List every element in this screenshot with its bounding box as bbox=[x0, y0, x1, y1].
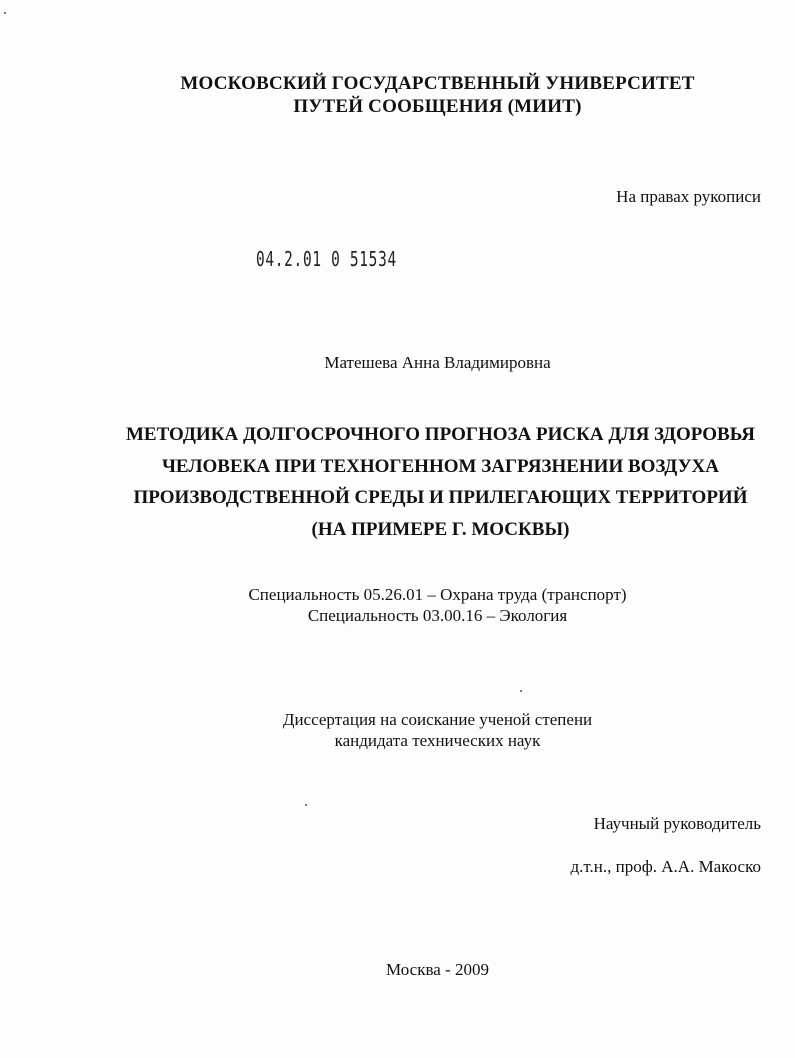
library-stamp-number: 04.2.01 0 51534 bbox=[256, 247, 397, 271]
specialty-line: Специальность 03.00.16 – Экология bbox=[307, 606, 568, 625]
author-name: Матешева Анна Владимировна bbox=[324, 353, 551, 372]
title-line-1: МЕТОДИКА ДОЛГОСРОЧНОГО ПРОГНОЗА РИСКА ДЛЯ ЗДОРОВЬЯ bbox=[125, 424, 755, 445]
advisor-label: Научный руководитель bbox=[593, 814, 761, 833]
scan-speck bbox=[520, 690, 522, 692]
dissertation-title bbox=[43, 419, 795, 545]
university-header bbox=[40, 72, 795, 118]
university-name-line1: МОСКОВСКИЙ ГОСУДАРСТВЕННЫЙ УНИВЕРСИТЕТ bbox=[180, 73, 695, 94]
advisor-name: д.т.н., проф. А.А. Макоско bbox=[570, 857, 761, 876]
specialty-line: Специальность 05.26.01 – Охрана труда (транспорт) bbox=[248, 585, 627, 604]
specialties bbox=[40, 584, 795, 626]
university-name-line2: ПУТЕЙ СООБЩЕНИЯ (МИИТ) bbox=[293, 96, 582, 117]
rights-note: На правах рукописи bbox=[616, 187, 761, 206]
degree-line-1: Диссертация на соискание ученой степени bbox=[282, 710, 593, 729]
title-line-4: (НА ПРИМЕРЕ Г. МОСКВЫ) bbox=[311, 518, 570, 540]
scan-speck bbox=[305, 804, 307, 806]
title-line-2: ЧЕЛОВЕКА ПРИ ТЕХНОГЕННОМ ЗАГРЯЗНЕНИИ ВОЗДУХА bbox=[161, 455, 719, 477]
scan-speck bbox=[4, 12, 6, 14]
degree-statement bbox=[40, 709, 795, 751]
degree-line-2: кандидата технических наук bbox=[334, 731, 541, 750]
title-line-3: ПРОИЗВОДСТВЕННОЙ СРЕДЫ И ПРИЛЕГАЮЩИХ ТЕРРИТОРИЙ bbox=[133, 487, 748, 508]
city-year: Москва - 2009 bbox=[386, 960, 489, 979]
